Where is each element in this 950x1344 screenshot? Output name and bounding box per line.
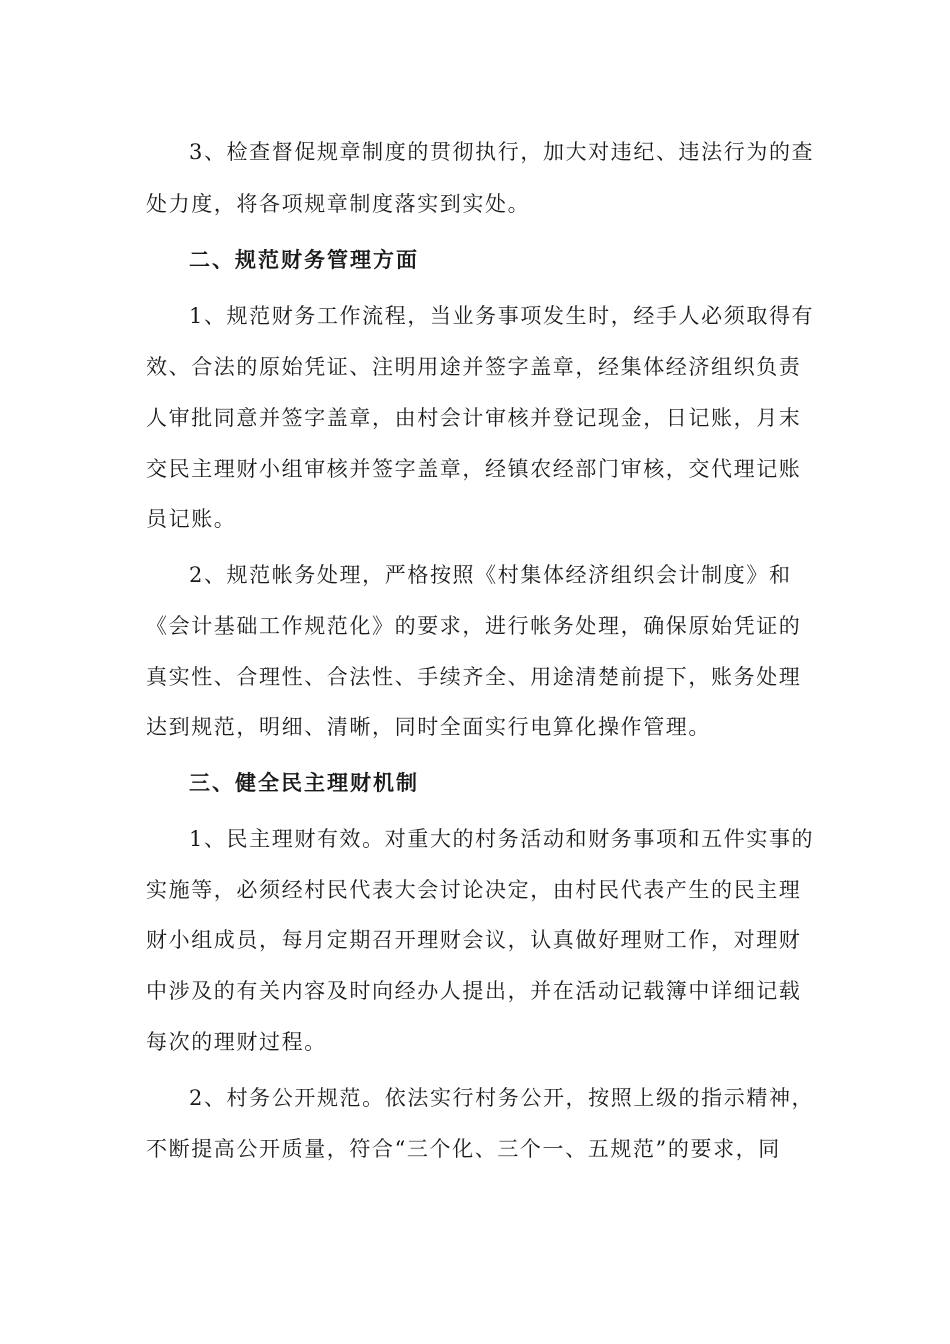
paragraph-line: 2、规范帐务处理，严格按照《村集体经济组织会计制度》和 <box>189 563 792 587</box>
paragraph-line: 财小组成员，每月定期召开理财会议，认真做好理财工作，对理财 <box>146 928 802 952</box>
paragraph-line: 3、检查督促规章制度的贯彻执行，加大对违纪、违法行为的查 <box>189 140 815 164</box>
paragraph-line: 每次的理财过程。 <box>146 1030 327 1054</box>
paragraph-line: 1、规范财务工作流程，当业务事项发生时，经手人必须取得有 <box>189 304 815 328</box>
paragraph-line: 交民主理财小组审核并签字盖章，经镇农经部门审核，交代理记账 <box>146 457 802 481</box>
paragraph-line: 效、合法的原始凭证、注明用途并签字盖章，经集体经济组织负责 <box>146 355 802 379</box>
section-heading: 二、规范财务管理方面 <box>189 247 419 272</box>
paragraph-line: 达到规范，明细、清晰，同时全面实行电算化操作管理。 <box>146 715 711 739</box>
paragraph-line: 处力度，将各项规章制度落实到实处。 <box>146 192 531 216</box>
paragraph-line: 实施等，必须经村民代表大会讨论决定，由村民代表产生的民主理 <box>146 878 802 902</box>
paragraph-line: 员记账。 <box>146 507 237 531</box>
paragraph-line: 真实性、合理性、合法性、手续齐全、用途清楚前提下，账务处理 <box>146 665 802 689</box>
paragraph-line: 《会计基础工作规范化》的要求，进行帐务处理，确保原始凭证的 <box>146 614 802 638</box>
paragraph-line: 1、民主理财有效。对重大的村务活动和财务事项和五件实事的 <box>189 827 815 851</box>
paragraph-line: 不断提高公开质量，符合“三个化、三个一、五规范”的要求，同 <box>146 1137 781 1161</box>
paragraph-line: 人审批同意并签字盖章，由村会计审核并登记现金，日记账，月末 <box>146 406 802 430</box>
section-heading: 三、健全民主理财机制 <box>189 770 419 795</box>
paragraph-line: 中涉及的有关内容及时向经办人提出，并在活动记载簿中详细记载 <box>146 979 802 1003</box>
paragraph-line: 2、村务公开规范。依法实行村务公开，按照上级的指示精神， <box>189 1086 815 1110</box>
